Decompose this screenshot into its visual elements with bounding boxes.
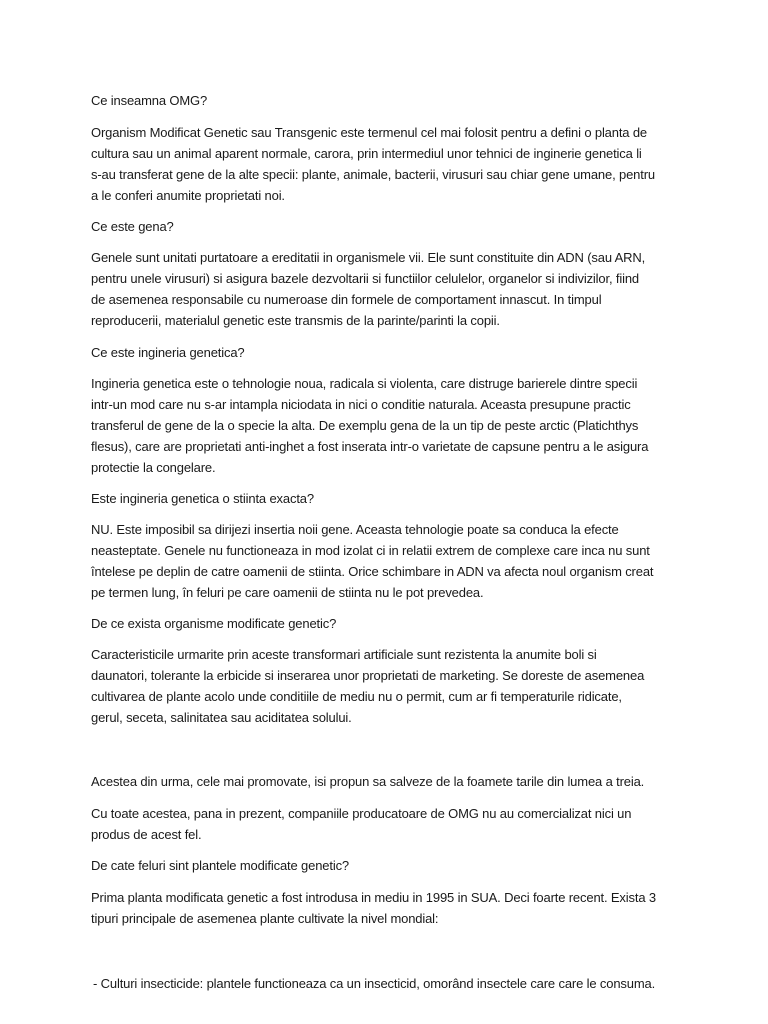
paragraph-line: Prima planta modificata genetic a fost introdusa in mediu in 1995 in SUA. Deci foarte recent. Exista 3 xyxy=(91,890,656,905)
paragraph-line: Genele sunt unitati purtatoare a ereditatii in organismele vii. Ele sunt constituite din ADN (sau ARN, xyxy=(91,250,646,265)
paragraph-line: intr-un mod care nu s-ar intampla niciodata in nici o conditie naturala. Aceasta presupune practic xyxy=(91,397,631,412)
heading-de-ce-exista: De ce exista organisme modificate genetic? xyxy=(91,616,337,631)
paragraph-line: flesus), care are proprietati anti-inghet a fost inserata intr-o varietate de capsune pentru a le asigura xyxy=(91,439,649,454)
paragraph-line: Acestea din urma, cele mai promovate, isi propun sa salveze de la foamete tarile din lumea a treia. xyxy=(91,774,645,789)
heading-inginerie: Ce este ingineria genetica? xyxy=(91,345,245,360)
paragraph-line: Ingineria genetica este o tehnologie noua, radicala si violenta, care distruge barierele dintre specii xyxy=(91,376,638,391)
paragraph-line: pentru unele virusuri) si asigura bazele dezvoltarii si functiilor celulelor, organelor si indivizilor, fiind xyxy=(91,271,639,286)
paragraph-line: a le conferi anumite proprietati noi. xyxy=(91,188,285,203)
paragraph-line: NU. Este imposibil sa dirijezi insertia noii gene. Aceasta tehnologie poate sa conduca la efecte xyxy=(91,522,619,537)
paragraph-line: protectie la congelare. xyxy=(91,460,216,475)
paragraph-line: tipuri principale de asemenea plante cultivate la nivel mondial: xyxy=(91,911,439,926)
paragraph-line: daunatori, tolerante la erbicide si inserarea unor proprietati de marketing. Se doreste de asemenea xyxy=(91,668,645,683)
paragraph-line: de asemenea responsabile cu numeroase din formele de comportament innascut. In timpul xyxy=(91,292,602,307)
paragraph-line: reproducerii, materialul genetic este transmis de la parinte/parinti la copii. xyxy=(91,313,500,328)
paragraph-line: Organism Modificat Genetic sau Transgenic este termenul cel mai folosit pentru a defini o planta de xyxy=(91,125,648,140)
paragraph-line: pe termen lung, în feluri pe care oamenii de stiinta nu le pot prevedea. xyxy=(91,585,484,600)
paragraph-line: gerul, seceta, salinitatea sau aciditatea solului. xyxy=(91,710,352,725)
paragraph-line: întelese pe deplin de catre oamenii de stiinta. Orice schimbare in ADN va afecta noul organism creat xyxy=(91,564,654,579)
paragraph-line: Caracteristicile urmarite prin aceste transformari artificiale sunt rezistenta la anumite boli si xyxy=(91,647,597,662)
paragraph-line: transferul de gene de la o specie la alta. De exemplu gena de la un tip de peste arctic (Platichthys xyxy=(91,418,639,433)
bullet-item: - Culturi insecticide: plantele functioneaza ca un insecticid, omorând insectele care care le consuma. xyxy=(93,976,656,991)
paragraph-line: produs de acest fel. xyxy=(91,827,202,842)
paragraph-line: neasteptate. Genele nu functioneaza in mod izolat ci in relatii extrem de complexe care inca nu sunt xyxy=(91,543,650,558)
heading-gena: Ce este gena? xyxy=(91,219,174,234)
paragraph-line: cultura sau un animal aparent normale, carora, prin intermediul unor tehnici de inginerie genetica li xyxy=(91,146,642,161)
paragraph-line: s-au transferat gene de la alte specii: plante, animale, bacterii, virusuri sau chiar gene umane, pentru xyxy=(91,167,655,182)
heading-omg: Ce inseamna OMG? xyxy=(91,93,208,108)
paragraph-line: cultivarea de plante acolo unde conditiile de mediu nu o permit, cum ar fi temperaturile ridicate, xyxy=(91,689,622,704)
heading-stiinta-exacta: Este ingineria genetica o stiinta exacta? xyxy=(91,491,314,506)
paragraph-line: Cu toate acestea, pana in prezent, companiile producatoare de OMG nu au comercializat nici un xyxy=(91,806,632,821)
heading-de-cate-feluri: De cate feluri sint plantele modificate genetic? xyxy=(91,858,350,873)
